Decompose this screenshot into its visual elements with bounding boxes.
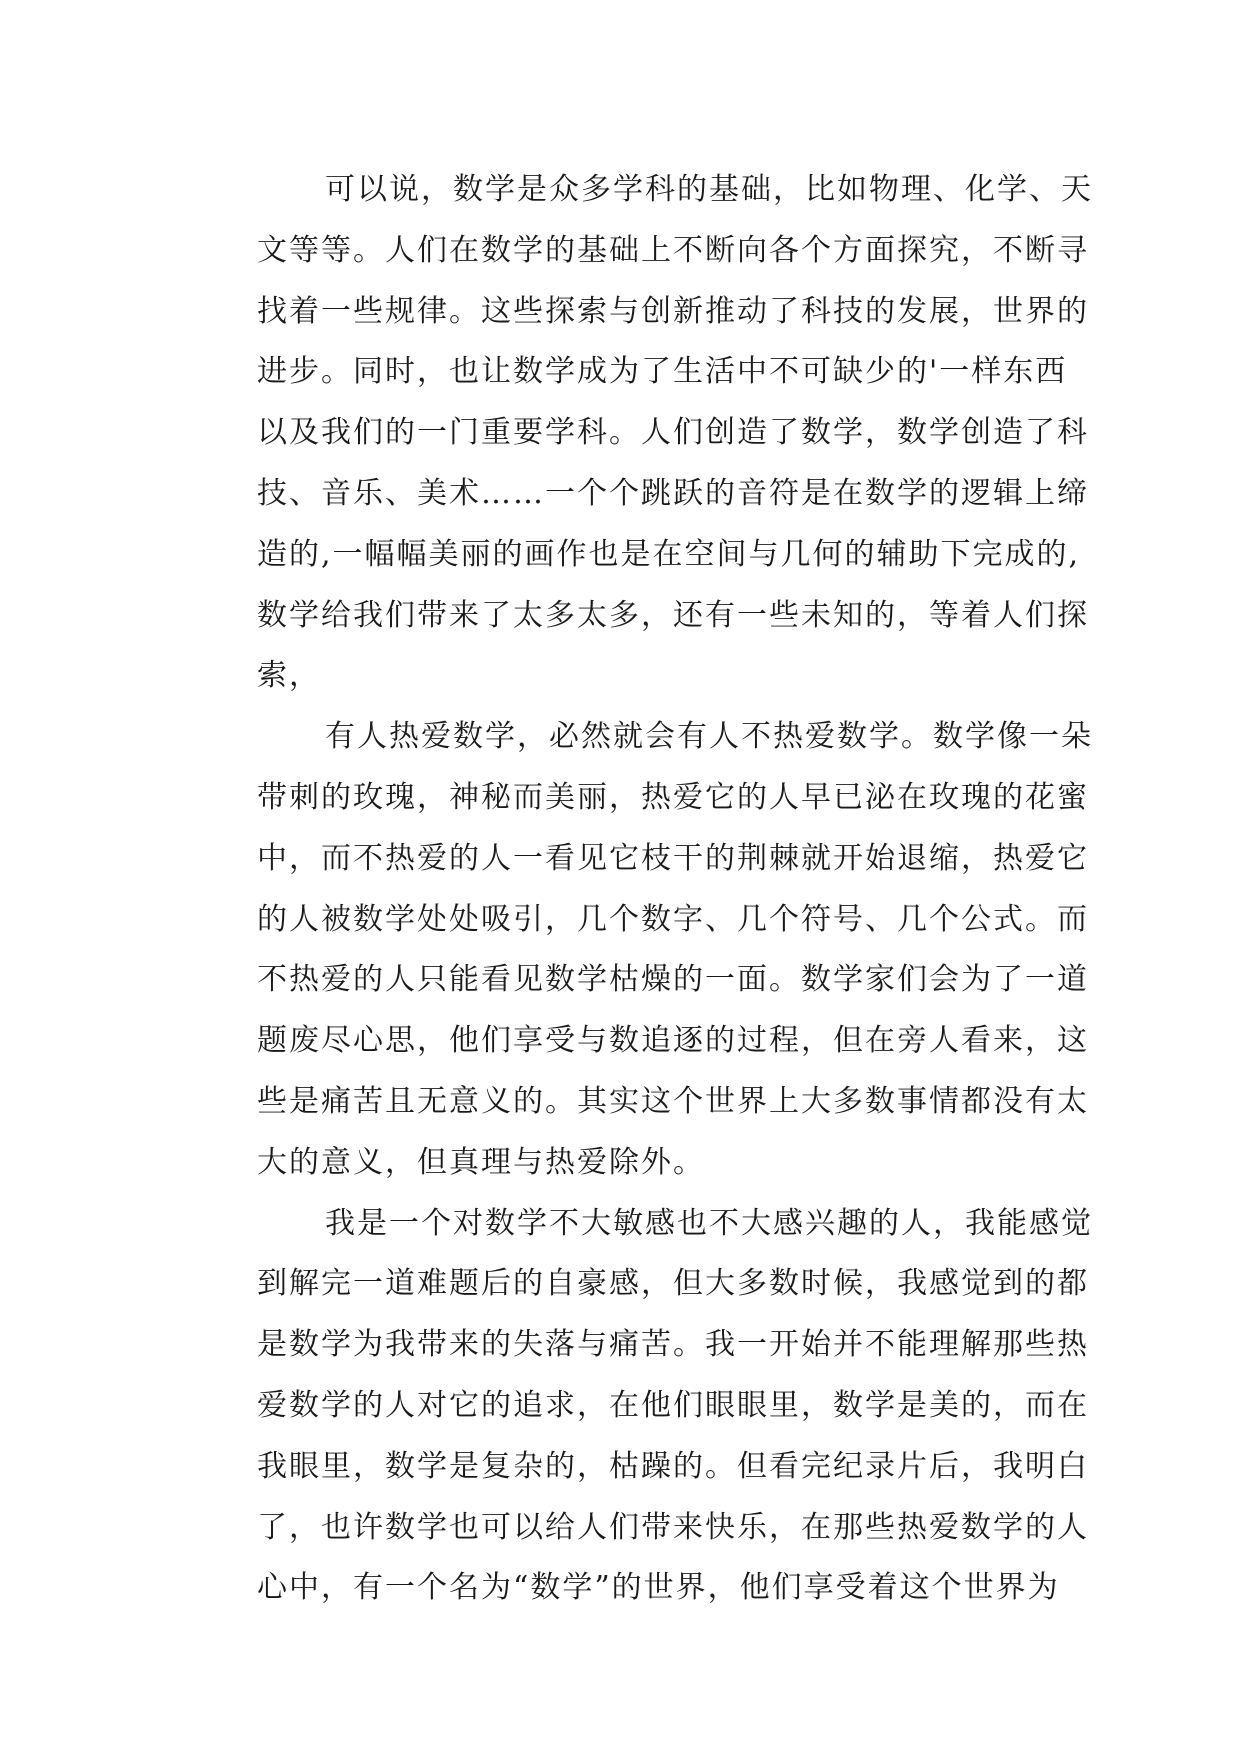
text-line: 带刺的玫瑰，神秘而美丽，热爱它的人早已泌在玫瑰的花蜜 — [257, 779, 1089, 815]
text-line: 是数学为我带来的失落与痛苦。我一开始并不能理解那些热 — [257, 1327, 1089, 1363]
text-line: 以及我们的一门重要学科。人们创造了数学，数学创造了科 — [257, 415, 1089, 451]
text-line: 我眼里，数学是复杂的，枯躁的。但看完纪录片后，我明白 — [257, 1448, 1089, 1484]
document-body — [191, 160, 1093, 1619]
text-line: 我是一个对数学不大敏感也不大感兴趣的人，我能感觉 — [325, 1205, 1093, 1241]
text-line: 爱数学的人对它的追求，在他们眼眼里，数学是美的，而在 — [257, 1387, 1089, 1423]
text-line: 中，而不热爱的人一看见它枝干的荆棘就开始退缩，热爱它 — [257, 840, 1089, 876]
paragraph-2 — [191, 707, 1093, 1193]
text-line: 数学给我们带来了太多太多，还有一些未知的，等着人们探 — [257, 597, 1089, 633]
paragraph-3 — [191, 1194, 1093, 1620]
text-line: 索， — [257, 658, 321, 694]
text-line: 造的,一幅幅美丽的画作也是在空间与几何的辅助下完成的, — [257, 536, 1081, 572]
paragraph-1 — [191, 160, 1093, 707]
text-line: 心中，有一个名为“数学”的世界，他们享受着这个世界为 — [257, 1570, 1060, 1606]
text-line: 不热爱的人只能看见数学枯燥的一面。数学家们会为了一道 — [257, 962, 1089, 998]
text-line: 可以说，数学是众多学科的基础，比如物理、化学、天 — [325, 172, 1093, 207]
text-line: 到解完一道难题后的自豪感，但大多数时候，我感觉到的都 — [257, 1266, 1089, 1302]
text-line: 题废尽心思，他们享受与数追逐的过程，但在旁人看来，这 — [257, 1023, 1089, 1059]
text-line: 进步。同时，也让数学成为了生活中不可缺少的'一样东西 — [257, 354, 1068, 390]
text-line: 技、音乐、美术……一个个跳跃的音符是在数学的逻辑上缔 — [257, 475, 1089, 511]
text-line: 些是痛苦且无意义的。其实这个世界上大多数事情都没有太 — [257, 1083, 1089, 1119]
text-line: 有人热爱数学，必然就会有人不热爱数学。数学像一朵 — [325, 719, 1093, 755]
text-line: 的人被数学处处吸引，几个数字、几个符号、几个公式。而 — [257, 901, 1089, 937]
text-line: 找着一些规律。这些探索与创新推动了科技的发展，世界的 — [257, 293, 1089, 329]
text-line: 大的意义，但真理与热爱除外。 — [257, 1144, 705, 1180]
text-line: 文等等。人们在数学的基础上不断向各个方面探究，不断寻 — [257, 232, 1089, 268]
text-line: 了，也许数学也可以给人们带来快乐，在那些热爱数学的人 — [257, 1509, 1089, 1545]
